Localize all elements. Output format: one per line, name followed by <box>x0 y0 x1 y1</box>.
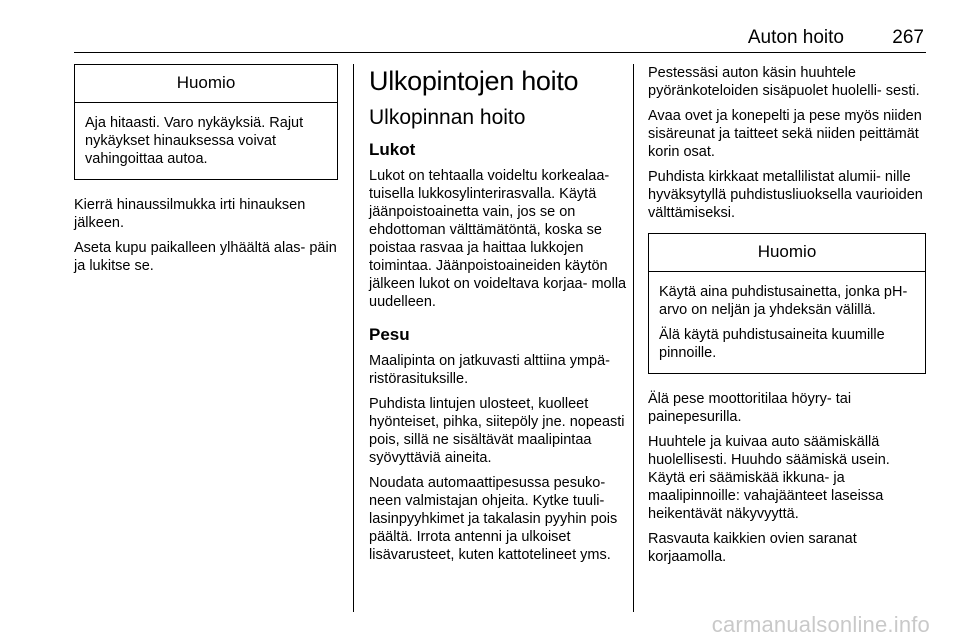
column-middle <box>369 64 633 571</box>
caution-text: Käytä aina puhdistusainetta, jonka pH-arvo on neljän ja yhdeksän välillä. <box>659 284 908 318</box>
caution-title: Huomio <box>75 65 337 103</box>
page-header <box>74 24 926 53</box>
paragraph: Rasvauta kaikkien ovien saranat korjaamolla. <box>648 531 857 565</box>
caution-box <box>648 233 926 374</box>
caution-box <box>74 64 338 180</box>
paragraph: Huuhtele ja kuivaa auto säämiskällä huolellisesti. Huuhdo säämiskä usein. Käytä eri säämiskää ikkuna- ja maalipinnoille: vahajäänteet laseissa heikentävät näkyvyyttä. <box>648 434 890 522</box>
paragraph: Aseta kupu paikalleen ylhäältä alas- päin ja lukitse se. <box>74 240 337 274</box>
paragraph: Puhdista lintujen ulosteet, kuolleet hyönteiset, pihka, siitepöly jne. nopeasti pois, sillä ne sisältävät maalipintaa syövyttäviä aineita. <box>369 396 625 466</box>
caution-text: Aja hitaasti. Varo nykäyksiä. Rajut nykäykset hinauksessa voivat vahingoittaa autoa. <box>85 115 304 167</box>
column-divider-right <box>633 64 634 612</box>
paragraph: Avaa ovet ja konepelti ja pese myös niiden sisäreunat ja taitteet sekä niiden peittämät korin osat. <box>648 108 922 160</box>
paragraph: Älä pese moottoritilaa höyry- tai painepesurilla. <box>648 391 852 425</box>
caution-body <box>649 272 925 373</box>
paragraph: Kierrä hinaussilmukka irti hinauksen jälkeen. <box>74 197 306 231</box>
caution-title: Huomio <box>649 234 925 272</box>
paragraph: Puhdista kirkkaat metallilistat alumii- nille hyväksytyllä puhdistusliuoksella vaurioiden välttämiseksi. <box>648 169 923 221</box>
watermark-link[interactable]: carmanualsonline.info <box>711 612 930 637</box>
subsection-heading-lukot: Lukot <box>369 140 416 159</box>
paragraph: Noudata automaattipesussa pesuko- neen valmistajan ohjeita. Kytke tuuli- lasinpyyhkimet ja takalasin pyyhin pois päältä. Irrota antenni ja ulkoiset lisävarusteet, kuten kattotelineet yms. <box>369 475 618 563</box>
column-left <box>74 64 338 282</box>
paragraph: Maalipinta on jatkuvasti alttiina ympä- ristörasituksille. <box>369 353 610 387</box>
section-title: Auton hoito <box>747 27 844 48</box>
column-divider-left <box>353 64 354 612</box>
paragraph: Pestessäsi auton käsin huuhtele pyöränkoteloiden sisäpuolet huolelli- sesti. <box>648 65 920 99</box>
paragraph: Lukot on tehtaalla voideltu korkealaa- tuisella lukkosylinterirasvalla. Käytä jäänpoistoainetta vain, jos se on ehdottoman välttämätöntä, koska se poistaa rasvaa ja haittaa lukkojen toimintaa. Jäänpoistoaineiden käytön jälkeen lukot on voideltava korjaa- molla uudelleen. <box>369 168 627 310</box>
page-number: 267 <box>892 27 924 48</box>
caution-text: Älä käytä puhdistusaineita kuumille pinnoille. <box>659 327 885 361</box>
caution-body <box>75 103 337 179</box>
column-right <box>648 64 926 573</box>
section-heading: Ulkopinnan hoito <box>369 106 526 129</box>
chapter-heading: Ulkopintojen hoito <box>369 66 579 96</box>
subsection-heading-pesu: Pesu <box>369 325 410 344</box>
